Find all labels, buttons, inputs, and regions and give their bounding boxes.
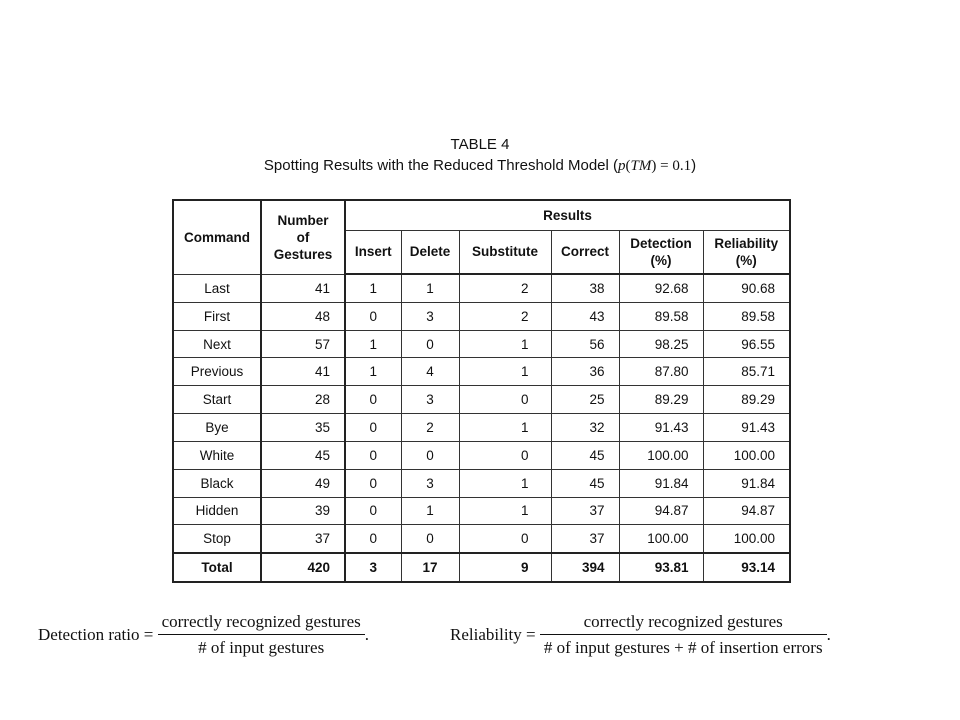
cell-gestures: 57: [261, 330, 345, 358]
detection-ratio-label: Detection ratio =: [38, 625, 154, 644]
cell-correct: 45: [551, 469, 619, 497]
cell-correct: 43: [551, 302, 619, 330]
cell-detection: 100.00: [619, 525, 703, 553]
cell-correct: 45: [551, 441, 619, 469]
table-title: [0, 155, 960, 177]
cell-detection: 91.84: [619, 469, 703, 497]
cell-substitute: 0: [459, 441, 551, 469]
reliability-fraction: [540, 612, 827, 658]
cell-delete: 3: [401, 302, 459, 330]
cell-correct: 36: [551, 358, 619, 386]
cell-substitute: 1: [459, 414, 551, 442]
table-row: [173, 274, 790, 302]
header-number-line2: of: [296, 229, 310, 245]
table-row: [173, 330, 790, 358]
detection-numerator: correctly recognized gestures: [161, 612, 361, 631]
cell-detection: 98.25: [619, 330, 703, 358]
cell-substitute: 0: [459, 386, 551, 414]
cell-reliability: 100.00: [703, 525, 790, 553]
cell-detection: 94.87: [619, 497, 703, 525]
cell-command: Black: [173, 469, 261, 497]
cell-reliability: 91.43: [703, 414, 790, 442]
cell-gestures: 37: [261, 525, 345, 553]
cell-delete: 3: [401, 469, 459, 497]
title-math-p: p: [618, 158, 626, 174]
title-math-close: ) = 0.1: [651, 158, 692, 174]
header-reliability-line2: (%): [735, 252, 757, 268]
cell-detection: 89.58: [619, 302, 703, 330]
header-correct: Correct: [551, 230, 619, 274]
cell-command: White: [173, 441, 261, 469]
title-math-open: (: [625, 158, 631, 174]
header-results: Results: [345, 200, 790, 230]
cell-correct: 25: [551, 386, 619, 414]
cell-correct: 37: [551, 525, 619, 553]
cell-delete: 2: [401, 414, 459, 442]
header-substitute: Substitute: [459, 230, 551, 274]
cell-correct: 37: [551, 497, 619, 525]
cell-command: Total: [173, 553, 261, 582]
cell-delete: 0: [401, 330, 459, 358]
results-table: [172, 199, 791, 583]
cell-delete: 1: [401, 274, 459, 302]
title-math-tm: TM: [630, 158, 652, 174]
detection-denominator: # of input gestures: [158, 634, 365, 658]
cell-insert: 1: [345, 274, 401, 302]
cell-command: First: [173, 302, 261, 330]
cell-reliability: 85.71: [703, 358, 790, 386]
cell-insert: 0: [345, 302, 401, 330]
cell-substitute: 2: [459, 274, 551, 302]
reliability-label: Reliability =: [450, 625, 536, 644]
cell-reliability: 89.29: [703, 386, 790, 414]
cell-command: Hidden: [173, 497, 261, 525]
cell-correct: 32: [551, 414, 619, 442]
header-detection: [619, 230, 703, 274]
cell-insert: 0: [345, 497, 401, 525]
cell-insert: 0: [345, 386, 401, 414]
reliability-denominator: # of input gestures + # of insertion errors: [540, 634, 827, 658]
cell-reliability: 90.68: [703, 274, 790, 302]
header-detection-line1: Detection: [630, 235, 692, 251]
cell-insert: 3: [345, 553, 401, 582]
header-command: Command: [173, 200, 261, 274]
cell-gestures: 41: [261, 274, 345, 302]
cell-command: Previous: [173, 358, 261, 386]
cell-delete: 1: [401, 497, 459, 525]
detection-ratio-formula: [38, 612, 369, 658]
cell-detection: 93.81: [619, 553, 703, 582]
reliability-period: .: [826, 625, 831, 644]
cell-insert: 0: [345, 414, 401, 442]
cell-correct: 38: [551, 274, 619, 302]
table-row: [173, 414, 790, 442]
header-reliability-line1: Reliability: [714, 235, 779, 251]
cell-substitute: 2: [459, 302, 551, 330]
cell-detection: 91.43: [619, 414, 703, 442]
table-row: [173, 358, 790, 386]
cell-detection: 87.80: [619, 358, 703, 386]
detection-ratio-fraction: [158, 612, 365, 658]
detection-period: .: [364, 625, 370, 644]
cell-substitute: 1: [459, 469, 551, 497]
title-suffix: ): [691, 157, 697, 174]
cell-reliability: 94.87: [703, 497, 790, 525]
table-row: [173, 469, 790, 497]
header-number-line1: Number: [277, 212, 329, 228]
header-detection-line2: (%): [650, 252, 672, 268]
table-row-total: [173, 553, 790, 582]
cell-substitute: 1: [459, 497, 551, 525]
cell-detection: 89.29: [619, 386, 703, 414]
table-number: TABLE 4: [450, 136, 510, 153]
cell-command: Bye: [173, 414, 261, 442]
cell-detection: 100.00: [619, 441, 703, 469]
table-row: [173, 441, 790, 469]
cell-delete: 3: [401, 386, 459, 414]
cell-gestures: 420: [261, 553, 345, 582]
cell-correct: 56: [551, 330, 619, 358]
cell-gestures: 35: [261, 414, 345, 442]
cell-command: Last: [173, 274, 261, 302]
cell-insert: 0: [345, 441, 401, 469]
cell-substitute: 1: [459, 358, 551, 386]
cell-reliability: 89.58: [703, 302, 790, 330]
reliability-numerator: correctly recognized gestures: [583, 612, 783, 631]
cell-gestures: 45: [261, 441, 345, 469]
cell-insert: 0: [345, 469, 401, 497]
table-caption: [0, 135, 960, 177]
cell-substitute: 1: [459, 330, 551, 358]
cell-insert: 1: [345, 358, 401, 386]
cell-gestures: 28: [261, 386, 345, 414]
reliability-formula: [450, 612, 831, 658]
cell-detection: 92.68: [619, 274, 703, 302]
cell-gestures: 49: [261, 469, 345, 497]
cell-reliability: 96.55: [703, 330, 790, 358]
header-delete: Delete: [401, 230, 459, 274]
cell-gestures: 48: [261, 302, 345, 330]
table-row: [173, 525, 790, 553]
cell-delete: 0: [401, 441, 459, 469]
cell-insert: 0: [345, 525, 401, 553]
cell-reliability: 93.14: [703, 553, 790, 582]
cell-delete: 17: [401, 553, 459, 582]
cell-command: Stop: [173, 525, 261, 553]
header-reliability: [703, 230, 790, 274]
cell-substitute: 9: [459, 553, 551, 582]
table-row: [173, 497, 790, 525]
table-row: [173, 386, 790, 414]
cell-delete: 4: [401, 358, 459, 386]
cell-correct: 394: [551, 553, 619, 582]
header-insert: Insert: [345, 230, 401, 274]
cell-gestures: 39: [261, 497, 345, 525]
header-number-of-gestures: [261, 200, 345, 274]
title-text: Spotting Results with the Reduced Threshold Model (: [263, 157, 619, 174]
cell-gestures: 41: [261, 358, 345, 386]
cell-reliability: 91.84: [703, 469, 790, 497]
cell-delete: 0: [401, 525, 459, 553]
table-row: [173, 302, 790, 330]
header-number-line3: Gestures: [273, 246, 333, 262]
cell-command: Next: [173, 330, 261, 358]
cell-reliability: 100.00: [703, 441, 790, 469]
cell-command: Start: [173, 386, 261, 414]
cell-substitute: 0: [459, 525, 551, 553]
cell-insert: 1: [345, 330, 401, 358]
